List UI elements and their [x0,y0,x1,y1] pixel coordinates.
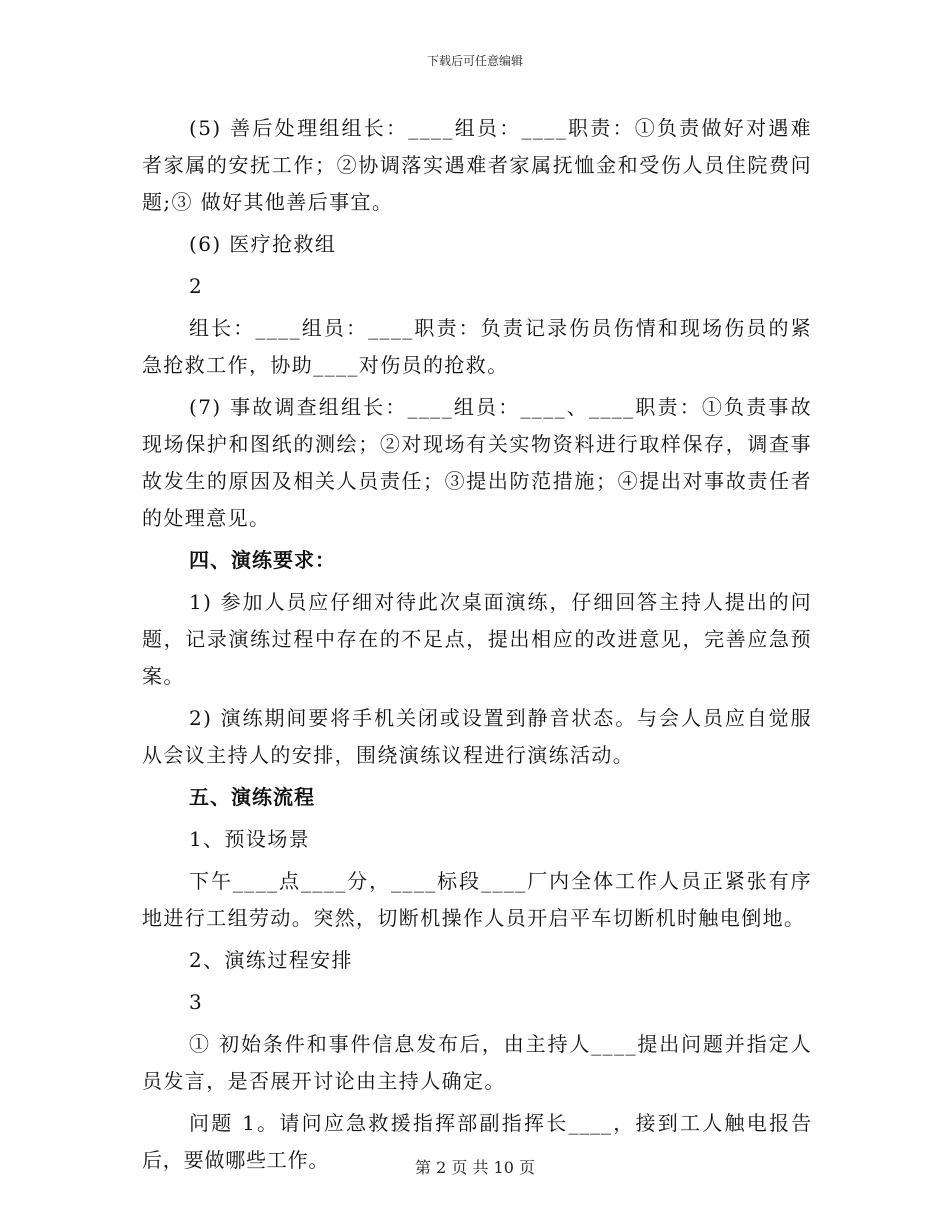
inline-page-number: 3 [189,990,202,1014]
section-heading-drill-requirements: 四、演练要求： [189,548,336,572]
paragraph-requirement-1: 1) 参加人员应仔细对待此次桌面演练，仔细回答主持人提出的问题，记录演练过程中存在的不足点，提出相应的改进意见，完善应急预案。 [142,590,812,688]
paragraph-scenario: 下午____点____分，____标段____厂内全体工作人员正紧张有序地进行工组劳动。突然，切断机操作人员开启平车切断机时触电倒地。 [142,869,812,930]
paragraph-initial-conditions: ① 初始条件和事件信息发布后，由主持人____提出问题并指定人员发言，是否展开讨论由主持人确定。 [142,1032,812,1093]
paragraph-medical-group-duties: 组长：____组员：____职责：负责记录伤员伤情和现场伤员的紧急抢救工作，协助____对伤员的抢救。 [142,316,812,377]
document-body [142,110,812,1184]
section-heading-drill-process: 五、演练流程 [189,785,315,809]
inline-page-number: 2 [189,274,202,298]
paragraph-question-1: 问题 1。请问应急救援指挥部副指挥长____，接到工人触电报告后，要做哪些工作。 [142,1111,812,1172]
page-header: 下载后可任意编辑 [426,54,523,68]
paragraph-aftermath-group: (5) 善后处理组组长：____组员：____职责：①负责做好对遇难者家属的安抚工作；②协调落实遇难者家属抚恤金和受伤人员住院费问题;③ 做好其他善后事宜。 [142,116,812,214]
paragraph-medical-group-title: (6) 医疗抢救组 [189,232,337,256]
subheading-process-arrangement: 2、演练过程安排 [189,948,353,972]
page-footer: 第 2 页 共 10 页 [415,1158,535,1177]
subheading-preset-scenario: 1、预设场景 [189,827,311,851]
paragraph-requirement-2: 2) 演练期间要将手机关闭或设置到静音状态。与会人员应自觉服从会议主持人的安排，围绕演练议程进行演练活动。 [142,706,812,767]
paragraph-investigation-group: (7) 事故调查组组长：____组员：____、____职责：①负责事故现场保护和图纸的测绘；②对现场有关实物资料进行取样保存，调查事故发生的原因及相关人员责任；③提出防范措施；④提出对事故责任者的处理意见。 [142,395,812,530]
